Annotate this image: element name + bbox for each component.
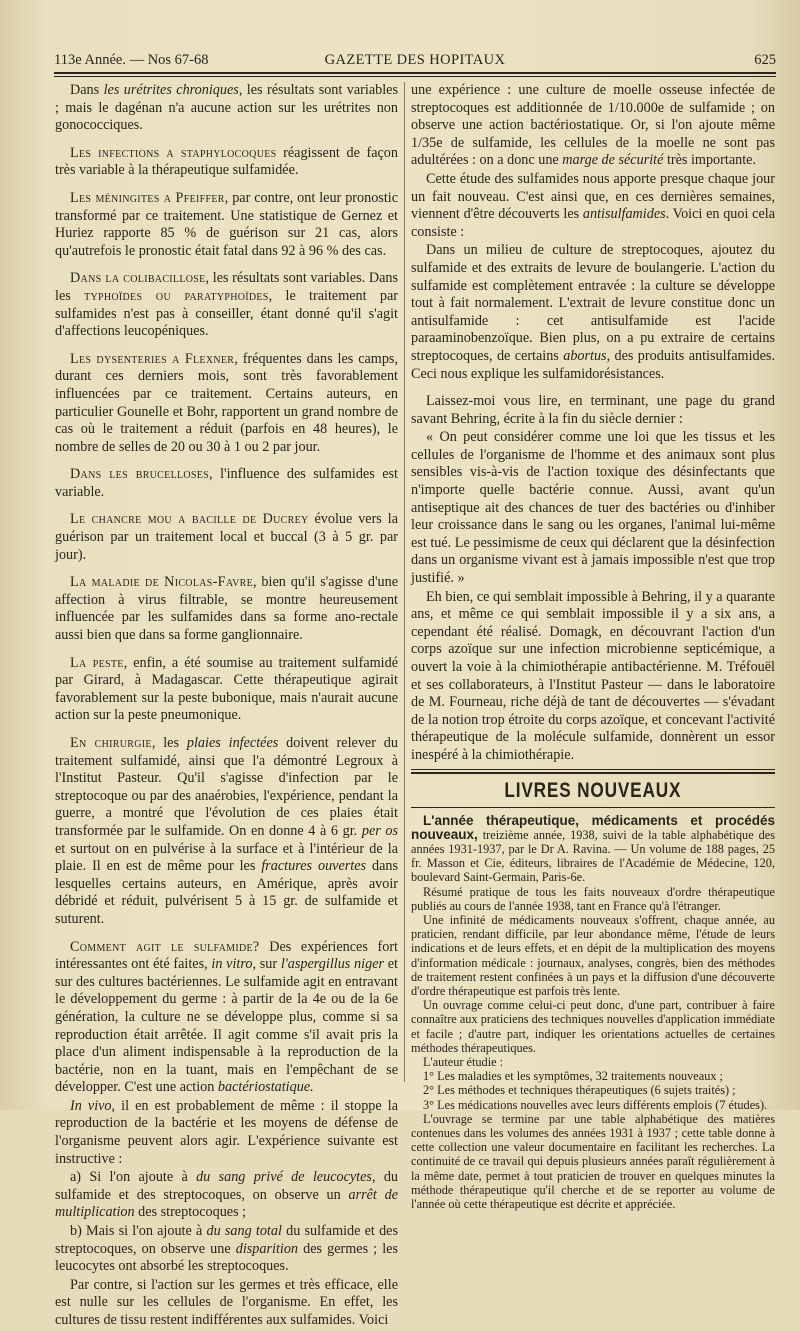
paragraph-levure: Dans un milieu de culture de streptocoques, ajoutez du sulfamide et des extraits de levure de boulangerie. L'action du sulfamide est complètement entravée : la culture se développe tout à fait normalement. L'extrait de levure constitue donc un antisulfamide : cet antisulfamide est l'acide paraaminobenzoïque. Bien plus, on a pu extraire de certains streptocoques, de certains abortus, des produits antisulfamides. Ceci nous explique les sulfamidorésistances.: [411, 242, 775, 382]
column-divider: [404, 82, 405, 1082]
review-list-item: 3° Les médications nouvelles avec leurs différents emplois (7 études).: [423, 1097, 768, 1112]
page-header: [54, 52, 776, 72]
section-rule-top-thick: [411, 772, 775, 774]
review-book-details: treizième année, 1938, suivi de la table alphabétique des années 1931-1937, par le Dr A. Ravina. — Un volume de 188 pages, 25 fr. Masson et Cie, éditeurs, libraires de l'Académie de Médecine, 120, boulevard Saint-Germain, Paris-6e.: [411, 827, 775, 885]
section-rule-bottom: [411, 807, 775, 808]
section-rule-top: [411, 769, 775, 770]
paragraph-domagk: Eh bien, ce qui semblait impossible à Behring, il y a quarante ans, et même ce qui semblait impossible il y a six ans, a cependant été réalisé. Domagk, en découvrant l'action d'un corps azoïque sur une infection microbienne septicémique, a ouvert la voie à la chimiothérapie antibactérienne. M. Tréfouël et ses collaborateurs, à l'Institut Pasteur — dans le laboratoire de M. Fourneau, riche déjà de tant de découvertes — s'évadant de la notion trop étroite du corps azoïque, et concevant l'activité thérapeutique de la molécule sulfamide, donnèrent un essor inespéré à la chimiothérapie.: [411, 588, 775, 763]
review-paragraph: Une infinité de médicaments nouveaux s'offrent, chaque année, au praticien, rendant difficile, par leur abondance même, l'étude de leurs indications et de leurs effets, et en dépit de la multiplication des moyens d'information médicale : journaux, analyses, congrès, bien des méthodes de traitement restent confinées à un pays et la diffusion d'une découverte d'ordre thérapeutique est parfois très lente.: [411, 912, 775, 998]
paragraph-antisulfamides: Cette étude des sulfamides nous apporte presque chaque jour un fait nouveau. C'est ainsi que, en ces dernières semaines, viennent d'être découverts les antisulfamides. Voici en quoi cela consiste :: [411, 170, 775, 240]
paragraph-experience: une expérience : une culture de moelle osseuse infectée de streptocoques est additionnée de 1/10.000e de sulfamide ; on observe une action bactériostatique. Or, si l'on ajoute même 1/35e de sulfamide, les cellules de la moelle ne sont pas adultérées : on a donc une marge de sécurité très importante.: [411, 82, 775, 169]
section-title-livres-nouveaux: LIVRES NOUVEAUX: [504, 778, 682, 802]
review-book-title: L'année thérapeutique, médicaments et procédés nouveaux,: [411, 812, 775, 842]
left-column: [55, 82, 398, 1331]
review-list-item: 1° Les maladies et les symptômes, 32 traitements nouveaux ;: [423, 1069, 723, 1084]
paragraph-experiment-a: a) Si l'on ajoute à du sang privé de leucocytes, du sulfamide et des streptocoques, on observe un arrêt de multiplication des streptocoques ;: [55, 1169, 399, 1221]
review-paragraph: Un ouvrage comme celui-ci peut donc, d'une part, contribuer à faire connaître aux praticiens des techniques nouvelles d'application immédiate et facile ; d'autre part, indiquer les orientations actuelles de certaines méthodes thérapeutiques.: [411, 998, 775, 1055]
review-paragraph: L'ouvrage se termine par une table alphabétique des matières contenues dans les volumes des années 1931 à 1937 ; cette table donne à cette collection une valeur documentaire en facilitant les recherches. La continuité de ce travail qui depuis plusieurs années paraît régulièrement à la même date, permet à tout praticien de trouver en quelques minutes la méthode thérapeutique qu'il cherche et de se reporter au volume de l'année où cette thérapeutique est décrite et appréciée.: [411, 1111, 775, 1212]
right-column: [411, 82, 775, 1211]
paragraph-mechanism: Comment agit le sulfamide? Des expériences fort intéressantes ont été faites, in vitro, sur l'aspergillus niger et sur des cultures bactériennes. Le sulfamide agit en entravant le développement du germe : à partir de la 4e ou de la 6e génération, la culture ne se développe plus, comme si sa reproduction était arrêtée. Il agit comme s'il avait pris la place d'un aliment indispensable à la reproduction de la bactérie, non en la tuant, mais en l'empêchant de se développer. C'est une action bactériostatique.: [55, 938, 398, 1096]
review-heading: [411, 814, 775, 885]
review-paragraph: L'auteur étudie :: [423, 1055, 504, 1070]
review-list-item: 2° Les méthodes et techniques thérapeutiques (6 sujets traités) ;: [423, 1083, 736, 1098]
paragraph-peste: La peste, enfin, a été soumise au traitement sulfamidé par Girard, à Madagascar. Cette thérapeutique agirait favorablement sur la peste bubonique, mais n'aurait aucune action sur la peste pneumonique.: [55, 654, 398, 724]
paragraph-behring-quote: « On peut considérer comme une loi que les tissus et les cellules de l'organisme de l'homme et des animaux sont plus sensibles vis-à-vis de l'action toxique des désinfectants que n'importe quelle bactérie connue. Aussi, avant qu'un antiseptique ait des chances de tuer des bactéries ou d'inhiber leur croissance dans le sang ou les organes, l'animal lui-même est tué. Le pessimisme de ceux qui déclarent que la désinfection dans un organisme vivant est à jamais impossible n'est que trop justifié. »: [411, 429, 775, 587]
paragraph-behring-intro: Laissez-moi vous lire, en terminant, une page du grand savant Behring, écrite à la fin du siècle dernier :: [411, 393, 775, 427]
book-review: [411, 814, 775, 1212]
paragraph-chancre: Le chancre mou a bacille de Ducrey évolue vers la guérison par un traitement local et buccal (3 à 5 gr. par jour).: [55, 511, 398, 563]
paragraph-in-vivo: In vivo, il en est probablement de même : il stoppe la reproduction de la bactérie et les moyens de défense de l'organisme peuvent alors agir. L'expérience suivante est instructive :: [55, 1097, 399, 1167]
paragraph-dysenteries: Les dysenteries a Flexner, fréquentes dans les camps, durant ces derniers mois, sont très favorablement influencées par ce traitement. Certains auteurs, en particulier Gounelle et Bohr, rapportent un grand nombre de cas où le traitement a réduit (parfois en 48 heures), le nombre de selles de 20 ou 30 à 1 ou 2 par jour.: [55, 350, 398, 455]
page-number: 625: [754, 52, 776, 68]
paragraph-experiment-b: b) Mais si l'on ajoute à du sang total du sulfamide et des streptocoques, on observe une disparition des germes ; les leucocytes ont absorbé les streptocoques.: [55, 1223, 398, 1275]
journal-title: GAZETTE DES HOPITAUX: [324, 52, 506, 68]
paragraph-par-contre: Par contre, si l'action sur les germes et très efficace, elle est nulle sur les cellules de l'organisme. En effet, les cultures de tissu restent indifférentes aux sulfamides. Voici: [55, 1276, 398, 1328]
paragraph-nicolas-favre: La maladie de Nicolas-Favre, bien qu'il s'agisse d'une affection à virus filtrable, se montre heureusement influencée par les sulfamides dans sa forme ano-rectale aussi bien que dans sa forme ganglionnaire.: [55, 574, 398, 644]
header-rule-thin: [54, 76, 776, 77]
paragraph-meningites: Les méningites a Pfeiffer, par contre, ont leur pronostic transformé par ce traitement. Une statistique de Gernez et Huriez rapporte 85 % de guérison sur 21 cas, alors qu'autrefois le pronostic était fatal dans 92 à 96 % des cas.: [55, 189, 398, 259]
header-rule: [54, 72, 776, 74]
paragraph-colibacillose: Dans la colibacillose, les résultats sont variables. Dans les typhoïdes ou paratyphoïdes, le traitement par sulfamides n'est pas à conseiller, étant donné qu'il s'agit d'affections leucopéniques.: [55, 270, 399, 340]
issue-number: 113e Année. — Nos 67-68: [54, 52, 209, 68]
paragraph-uretrites: Dans les urétrites chroniques, les résultats sont variables ; mais le dagénan n'a aucune action sur les urétrites non gonococciques.: [55, 82, 398, 134]
paragraph-staphylocoques: Les infections a staphylocoques réagissent de façon très variable à la thérapeutique sulfamidée.: [55, 144, 398, 179]
paragraph-chirurgie: En chirurgie, les plaies infectées doivent relever du traitement sulfamidé, ainsi que l'a démontré Legroux à l'Institut Pasteur. Qu'il s'agisse d'infection par le streptocoque ou par des anaérobies, l'expérience, pendant la guerre, a montré que l'évolution de ces plaies était transformée par le sulfamide. On en donne 4 à 6 gr. per os et surtout on en pulvérise à la surface et à l'intérieur de la plaie. Il en est de même pour les fractures ouvertes dans lesquelles certains auteurs, en Amérique, après avoir débridé et réduit, pulvérisent 5 à 15 gr. de sulfamide et suturent.: [55, 735, 398, 927]
paragraph-brucelloses: Dans les brucelloses, l'influence des sulfamides est variable.: [55, 466, 399, 500]
review-paragraph: Résumé pratique de tous les faits nouveaux d'ordre thérapeutique publiés au cours de l'année 1938, tant en France qu'à l'étranger.: [411, 884, 775, 913]
